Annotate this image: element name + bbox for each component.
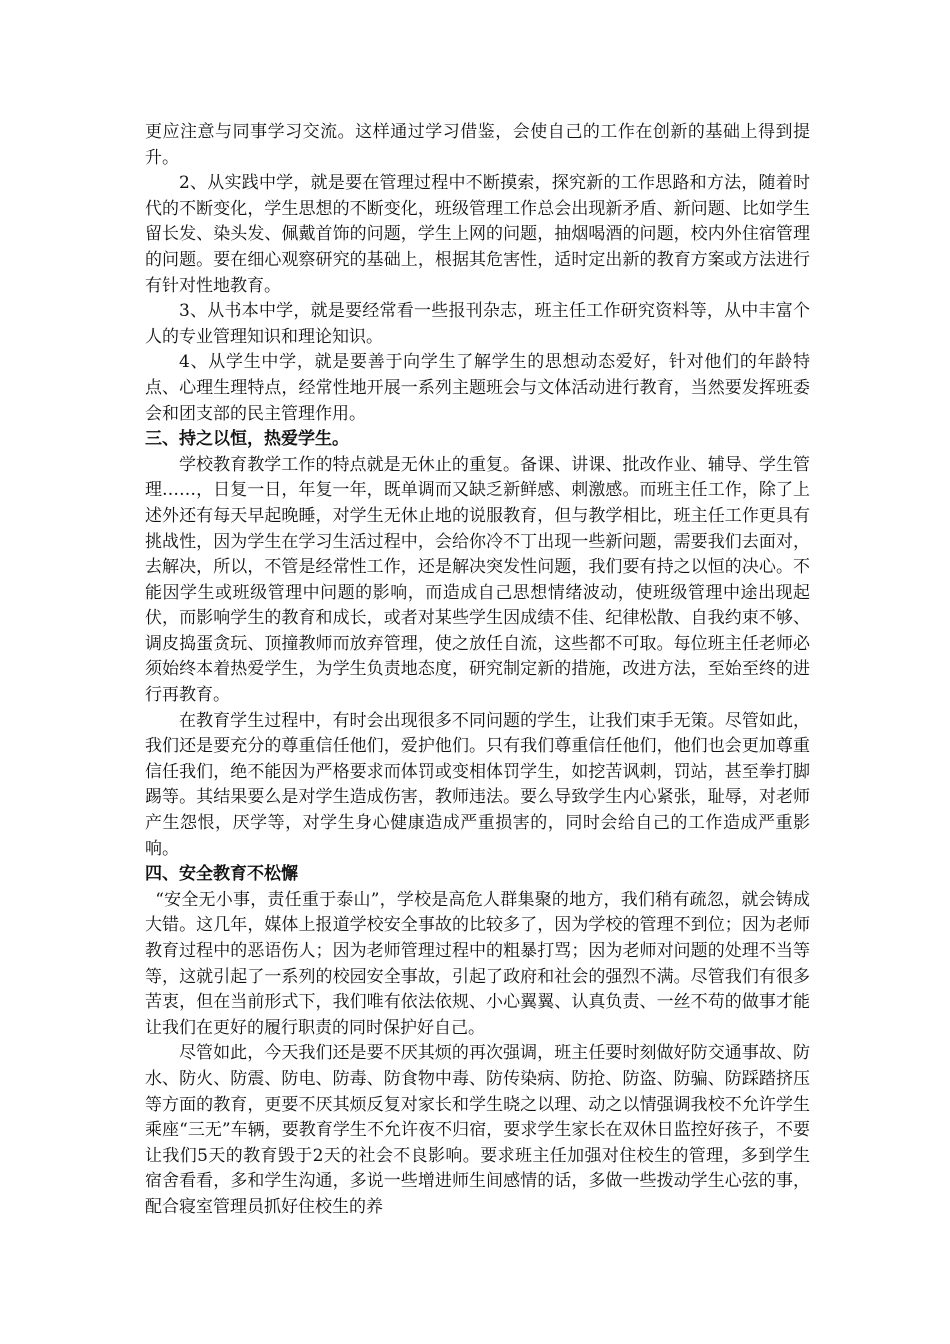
section-heading-4: 四、安全教育不松懈 <box>145 864 298 885</box>
document-page <box>145 120 810 1221</box>
section-heading-3: 三、持之以恒，热爱学生。 <box>145 429 349 450</box>
paragraph-learn-from-books: 3、从书本中学，就是要经常看一些报刊杂志，班主任工作研究资料等，从中丰富个人的专业管理知识和理论知识。 <box>145 301 810 347</box>
paragraph-persistence: 学校教育教学工作的特点就是无休止的重复。备课、讲课、批改作业、辅导、学生管理……，日复一日，年复一年，既单调而又缺乏新鲜感、刺激感。而班主任工作，除了上述外还有每天早起晚睡，对学生无休止地的说服教育，但与教学相比，班主任工作更具有挑战性，因为学生在学习生活过程中，会给你冷不丁出现一些新问题，需要我们去面对，去解决，所以，不管是经常性工作，还是解决突发性问题，我们要有持之以恒的决心。不能因学生或班级管理中问题的影响，而造成自己思想情绪波动，使班级管理中途出现起伏，而影响学生的教育和成长，或者对某些学生因成绩不佳、纪律松散、自我约束不够、调皮捣蛋贪玩、顶撞教师而放弃管理，使之放任自流，这些都不可取。每位班主任老师必须始终本着热爱学生，为学生负责地态度，研究制定新的措施，改进方法，至始至终的进行再教育。 <box>145 454 810 706</box>
paragraph-safety: “安全无小事，责任重于泰山”，学校是高危人群集聚的地方，我们稍有疏忽，就会铸成大错。这几年，媒体上报道学校安全事故的比较多了，因为学校的管理不到位；因为老师教育过程中的恶语伤人；因为老师管理过程中的粗暴打骂；因为老师对问题的处理不当等等，这就引起了一系列的校园安全事故，引起了政府和社会的强烈不满。尽管我们有很多苦衷，但在当前形式下，我们唯有依法依规、小心翼翼、认真负责、一丝不苟的做事才能让我们在更好的履行职责的同时保护好自己。 <box>145 889 810 1038</box>
paragraph-learn-from-practice: 2、从实践中学，就是要在管理过程中不断摸索，探究新的工作思路和方法，随着时代的不断变化，学生思想的不断变化，班级管理工作总会出现新矛盾、新问题、比如学生留长发、染头发、佩戴首饰的问题，学生上网的问题，抽烟喝酒的问题，校内外住宿管理的问题。要在细心观察研究的基础上，根据其危害性，适时定出新的教育方案或方法进行有针对性地教育。 <box>145 173 810 296</box>
paragraph-continued: 更应注意与同事学习交流。这样通过学习借鉴，会使自己的工作在创新的基础上得到提升。 <box>145 122 810 168</box>
paragraph-learn-from-students: 4、从学生中学，就是要善于向学生了解学生的思想动态爱好，针对他们的年龄特点、心理生理特点，经常性地开展一系列主题班会与文体活动进行教育，当然要发挥班委会和团支部的民主管理作用。 <box>145 352 810 424</box>
paragraph-respect-students: 在教育学生过程中，有时会出现很多不同问题的学生，让我们束手无策。尽管如此，我们还是要充分的尊重信任他们，爱护他们。只有我们尊重信任他们，他们也会更加尊重信任我们，绝不能因为严格要求而体罚或变相体罚学生，如挖苦讽刺，罚站，甚至拳打脚踢等。其结果要么是对学生造成伤害，教师违法。要么导致学生内心紧张，耻辱，对老师产生怨恨，厌学等，对学生身心健康造成严重损害的，同时会给自己的工作造成严重影响。 <box>145 710 810 859</box>
paragraph-safety-education: 尽管如此，今天我们还是要不厌其烦的再次强调，班主任要时刻做好防交通事故、防水、防火、防震、防电、防毒、防食物中毒、防传染病、防抢、防盗、防骗、防踩踏挤压等方面的教育，更要不厌其烦反复对家长和学生晓之以理、动之以情强调我校不允许学生乘座“三无”车辆，要教育学生不允许夜不归宿，要求学生家长在双休日监控好孩子，不要让我们5天的教育毁于2天的社会不良影响。要求班主任加强对住校生的管理，多到学生宿舍看看，多和学生沟通，多说一些增进师生间感情的话，多做一些拨动学生心弦的事，配合寝室管理员抓好住校生的养 <box>145 1043 810 1217</box>
